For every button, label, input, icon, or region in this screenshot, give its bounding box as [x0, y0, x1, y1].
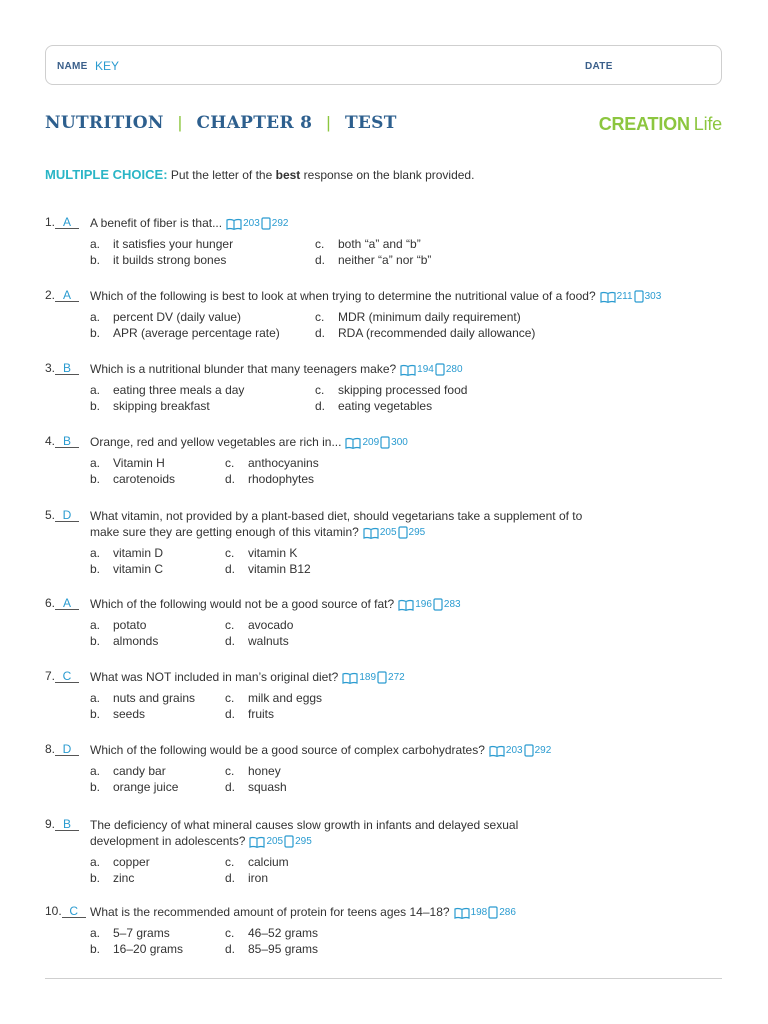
instructions	[45, 167, 474, 182]
option-text: carotenoids	[113, 472, 176, 486]
book-page-number: 211	[616, 290, 633, 302]
option-letter: d.	[315, 253, 326, 267]
book-icon	[398, 599, 414, 611]
question-text	[90, 596, 462, 613]
option-text: candy bar	[113, 764, 166, 778]
answer-option	[90, 618, 146, 633]
book-page-number: 205	[266, 835, 284, 847]
answer-option	[90, 780, 178, 795]
answer-option	[225, 618, 293, 633]
tablet-icon	[433, 598, 443, 611]
answer-blank[interactable]: D	[55, 743, 79, 756]
option-text: squash	[248, 780, 287, 794]
answer-option	[315, 399, 432, 414]
question-number: 10.	[45, 904, 62, 918]
answer-option	[90, 634, 158, 649]
brand-logo	[599, 114, 722, 135]
brand-life: Life	[693, 114, 722, 134]
question-number: 7.	[45, 669, 56, 683]
answer-option	[225, 634, 289, 649]
answer-blank[interactable]: B	[55, 818, 79, 831]
question-number-line	[45, 669, 92, 683]
answer-blank[interactable]: A	[55, 216, 79, 229]
option-text: both “a” and “b”	[338, 237, 421, 251]
question-number: 2.	[45, 288, 56, 302]
option-letter: c.	[315, 383, 325, 397]
name-label: NAME	[57, 61, 88, 72]
tablet-icon	[377, 671, 387, 684]
instructions-bold: best	[275, 168, 301, 182]
book-page-number: 196	[415, 598, 432, 610]
digital-page-number: 280	[445, 363, 463, 375]
option-letter: c.	[225, 691, 235, 705]
answer-option	[90, 310, 241, 325]
instructions-post: response on the blank provided.	[303, 168, 475, 182]
book-icon	[345, 437, 361, 449]
option-text: anthocyanins	[248, 456, 319, 470]
option-letter: b.	[90, 871, 101, 885]
option-text: calcium	[248, 855, 289, 869]
option-text: milk and eggs	[248, 691, 323, 705]
page-reference[interactable]	[400, 362, 463, 378]
option-letter: b.	[90, 472, 101, 486]
answer-option	[315, 326, 535, 341]
option-letter: a.	[90, 310, 101, 324]
answer-blank[interactable]: C	[62, 905, 86, 918]
option-text: vitamin K	[248, 546, 298, 560]
digital-page-number: 295	[295, 835, 312, 847]
question-text-line: What vitamin, not provided by a plant-based diet, should vegetarians take a supplement of to	[90, 509, 583, 523]
answer-option	[90, 326, 280, 341]
option-text: skipping processed food	[338, 383, 468, 397]
book-icon	[363, 527, 379, 539]
answer-option	[225, 546, 297, 561]
option-text: APR (average percentage rate)	[113, 326, 280, 340]
question-text	[90, 508, 582, 541]
answer-option	[315, 237, 421, 252]
book-icon	[489, 745, 505, 757]
option-text: walnuts	[248, 634, 289, 648]
page-reference[interactable]	[600, 289, 663, 305]
option-letter: d.	[225, 707, 236, 721]
question-number-line	[45, 596, 92, 610]
answer-blank[interactable]: B	[55, 435, 79, 448]
tablet-icon	[488, 906, 498, 919]
answer-option	[225, 707, 274, 722]
option-letter: b.	[90, 634, 101, 648]
book-page-number: 198	[470, 906, 488, 918]
question-text	[90, 904, 517, 921]
footer-divider	[45, 978, 722, 979]
digital-page-number: 292	[271, 217, 289, 229]
question-text-line: Which of the following would not be a good source of fat?	[90, 597, 395, 611]
option-letter: c.	[225, 618, 235, 632]
digital-page-number: 272	[388, 671, 405, 683]
book-icon	[249, 836, 265, 848]
title-separator: |	[326, 113, 331, 132]
answer-option	[225, 764, 281, 779]
option-text: rhodophytes	[248, 472, 315, 486]
option-text: 5–7 grams	[113, 926, 170, 940]
digital-page-number: 303	[644, 290, 662, 302]
answer-option	[90, 383, 244, 398]
option-letter: c.	[225, 546, 235, 560]
option-text: honey	[248, 764, 281, 778]
digital-page-number: 300	[391, 436, 408, 448]
page-reference[interactable]	[489, 743, 552, 759]
name-date-box	[45, 45, 722, 85]
answer-blank[interactable]: C	[55, 670, 79, 683]
option-letter: a.	[90, 618, 101, 632]
answer-option	[225, 855, 289, 870]
question-text	[90, 434, 409, 451]
question-text-line: Which of the following would be a good source of complex carbohydrates?	[90, 743, 485, 757]
digital-page-number: 292	[534, 744, 552, 756]
answer-option	[225, 691, 322, 706]
answer-option	[225, 780, 287, 795]
brand-creation: CREATION	[598, 114, 690, 134]
question-text-line: A benefit of fiber is that...	[90, 216, 223, 230]
answer-option	[315, 253, 431, 268]
option-text: skipping breakfast	[113, 399, 210, 413]
tablet-icon	[435, 363, 445, 376]
question-text-line: The deficiency of what mineral causes slow growth in infants and delayed sexual	[90, 818, 519, 832]
option-letter: b.	[90, 399, 101, 413]
tablet-icon	[380, 436, 390, 449]
title-test: TEST	[344, 113, 397, 133]
answer-option	[315, 310, 521, 325]
book-page-number: 205	[379, 526, 397, 538]
option-text: iron	[248, 871, 269, 885]
option-letter: c.	[225, 456, 235, 470]
page-reference[interactable]	[398, 597, 461, 613]
question-number: 6.	[45, 596, 56, 610]
question-text-line: Which is a nutritional blunder that many teenagers make?	[90, 362, 397, 376]
option-letter: a.	[90, 383, 101, 397]
option-text: fruits	[248, 707, 275, 721]
question-number: 5.	[45, 508, 56, 522]
page-reference[interactable]	[249, 834, 312, 850]
question-text	[90, 817, 518, 850]
answer-option	[90, 472, 175, 487]
book-icon	[400, 364, 416, 376]
option-text: 85–95 grams	[248, 942, 319, 956]
answer-blank[interactable]: B	[55, 362, 79, 375]
title-subject: NUTRITION	[45, 113, 164, 133]
book-icon	[342, 672, 358, 684]
option-letter: c.	[225, 926, 235, 940]
tablet-icon	[524, 744, 534, 757]
question-number-line	[45, 288, 92, 302]
option-letter: b.	[90, 253, 101, 267]
answer-option	[90, 764, 166, 779]
answer-option	[90, 855, 150, 870]
page-reference[interactable]	[454, 905, 517, 921]
tablet-icon	[398, 526, 408, 539]
option-letter: a.	[90, 764, 101, 778]
answer-option	[225, 942, 318, 957]
book-page-number: 203	[243, 217, 260, 229]
question-text	[90, 361, 464, 378]
answer-option	[90, 456, 165, 471]
option-text: 16–20 grams	[113, 942, 184, 956]
answer-blank[interactable]: D	[55, 509, 79, 522]
digital-page-number: 283	[443, 598, 461, 610]
option-text: neither “a” nor “b”	[338, 253, 432, 267]
question-text-line: Which of the following is best to look at when trying to determine the nutritional value of a food?	[90, 289, 596, 303]
book-page-number: 194	[417, 363, 434, 375]
tablet-icon	[284, 835, 294, 848]
option-text: Vitamin H	[113, 456, 165, 470]
answer-option	[90, 707, 145, 722]
question-number-line	[45, 742, 92, 756]
option-letter: c.	[225, 764, 235, 778]
option-letter: d.	[315, 326, 326, 340]
question-number: 3.	[45, 361, 56, 375]
date-label: DATE	[585, 61, 613, 72]
option-letter: a.	[90, 546, 101, 560]
answer-option	[90, 926, 170, 941]
option-letter: b.	[90, 707, 101, 721]
option-letter: d.	[225, 780, 236, 794]
answer-option	[90, 237, 233, 252]
option-letter: a.	[90, 237, 101, 251]
answer-option	[90, 871, 134, 886]
book-page-number: 189	[359, 671, 377, 683]
option-letter: b.	[90, 780, 101, 794]
option-letter: d.	[225, 942, 236, 956]
answer-option	[90, 546, 163, 561]
option-text: copper	[113, 855, 150, 869]
question-number: 4.	[45, 434, 56, 448]
answer-option	[225, 926, 318, 941]
question-number-line	[45, 434, 92, 448]
option-text: RDA (recommended daily allowance)	[338, 326, 536, 340]
option-letter: a.	[90, 456, 101, 470]
answer-option	[90, 562, 163, 577]
option-letter: c.	[315, 310, 325, 324]
option-text: vitamin B12	[248, 562, 311, 576]
option-letter: d.	[225, 871, 236, 885]
option-letter: b.	[90, 942, 101, 956]
answer-option	[225, 456, 319, 471]
option-letter: a.	[90, 691, 101, 705]
page-reference[interactable]	[226, 216, 289, 232]
answer-option	[90, 399, 210, 414]
question-text	[90, 288, 662, 305]
option-text: zinc	[113, 871, 135, 885]
answer-option	[315, 383, 467, 398]
tablet-icon	[261, 217, 271, 230]
question-number-line	[45, 361, 92, 375]
option-letter: d.	[225, 472, 236, 486]
option-letter: d.	[225, 562, 236, 576]
book-icon	[454, 907, 470, 919]
option-text: MDR (minimum daily requirement)	[338, 310, 521, 324]
option-letter: a.	[90, 926, 101, 940]
answer-option	[225, 472, 314, 487]
option-text: eating three meals a day	[113, 383, 245, 397]
page-reference[interactable]	[363, 525, 426, 541]
answer-blank[interactable]: A	[55, 289, 79, 302]
option-letter: d.	[315, 399, 326, 413]
page-reference[interactable]	[345, 435, 408, 451]
title-separator: |	[177, 113, 183, 132]
book-icon	[600, 291, 616, 303]
option-text: eating vegetables	[338, 399, 433, 413]
question-text-line: Orange, red and yellow vegetables are rich in...	[90, 435, 342, 449]
option-letter: d.	[225, 634, 236, 648]
question-text	[90, 669, 406, 686]
option-text: 46–52 grams	[248, 926, 319, 940]
question-number: 9.	[45, 817, 56, 831]
option-text: it satisfies your hunger	[113, 237, 234, 251]
option-text: avocado	[248, 618, 294, 632]
option-text: orange juice	[113, 780, 179, 794]
question-number-line	[45, 817, 92, 831]
answer-option	[225, 871, 268, 886]
option-text: almonds	[113, 634, 159, 648]
question-text	[90, 215, 289, 232]
option-text: potato	[113, 618, 147, 632]
question-number-line	[45, 508, 92, 522]
option-letter: b.	[90, 326, 101, 340]
question-text-line: make sure they are getting enough of this vitamin?	[90, 525, 359, 539]
title-chapter: CHAPTER 8	[196, 113, 313, 133]
question-number: 1.	[45, 215, 56, 229]
page-title	[45, 113, 397, 133]
book-page-number: 203	[505, 744, 523, 756]
option-letter: b.	[90, 562, 101, 576]
question-number: 8.	[45, 742, 56, 756]
tablet-icon	[634, 290, 644, 303]
instructions-pre: Put the letter of the	[170, 168, 273, 182]
book-page-number: 209	[362, 436, 380, 448]
option-text: it builds strong bones	[113, 253, 227, 267]
option-letter: c.	[225, 855, 235, 869]
answer-blank[interactable]: A	[55, 597, 79, 610]
question-text-line: What was NOT included in man’s original diet?	[90, 670, 339, 684]
option-text: vitamin D	[113, 546, 164, 560]
book-icon	[226, 218, 242, 230]
answer-option	[90, 691, 195, 706]
section-heading: MULTIPLE CHOICE:	[45, 167, 168, 182]
option-text: percent DV (daily value)	[113, 310, 242, 324]
question-text-line: What is the recommended amount of protein for teens ages 14–18?	[90, 905, 450, 919]
question-number-line	[45, 215, 92, 229]
option-text: vitamin C	[113, 562, 164, 576]
option-letter: a.	[90, 855, 101, 869]
digital-page-number: 295	[408, 526, 426, 538]
answer-option	[225, 562, 311, 577]
option-text: seeds	[113, 707, 146, 721]
question-text	[90, 742, 552, 759]
option-letter: c.	[315, 237, 325, 251]
option-text: nuts and grains	[113, 691, 196, 705]
answer-option	[90, 253, 226, 268]
question-text-line: development in adolescents?	[90, 834, 246, 848]
name-value[interactable]: KEY	[95, 59, 120, 73]
answer-option	[90, 942, 183, 957]
page-reference[interactable]	[342, 670, 405, 686]
digital-page-number: 286	[499, 906, 516, 918]
